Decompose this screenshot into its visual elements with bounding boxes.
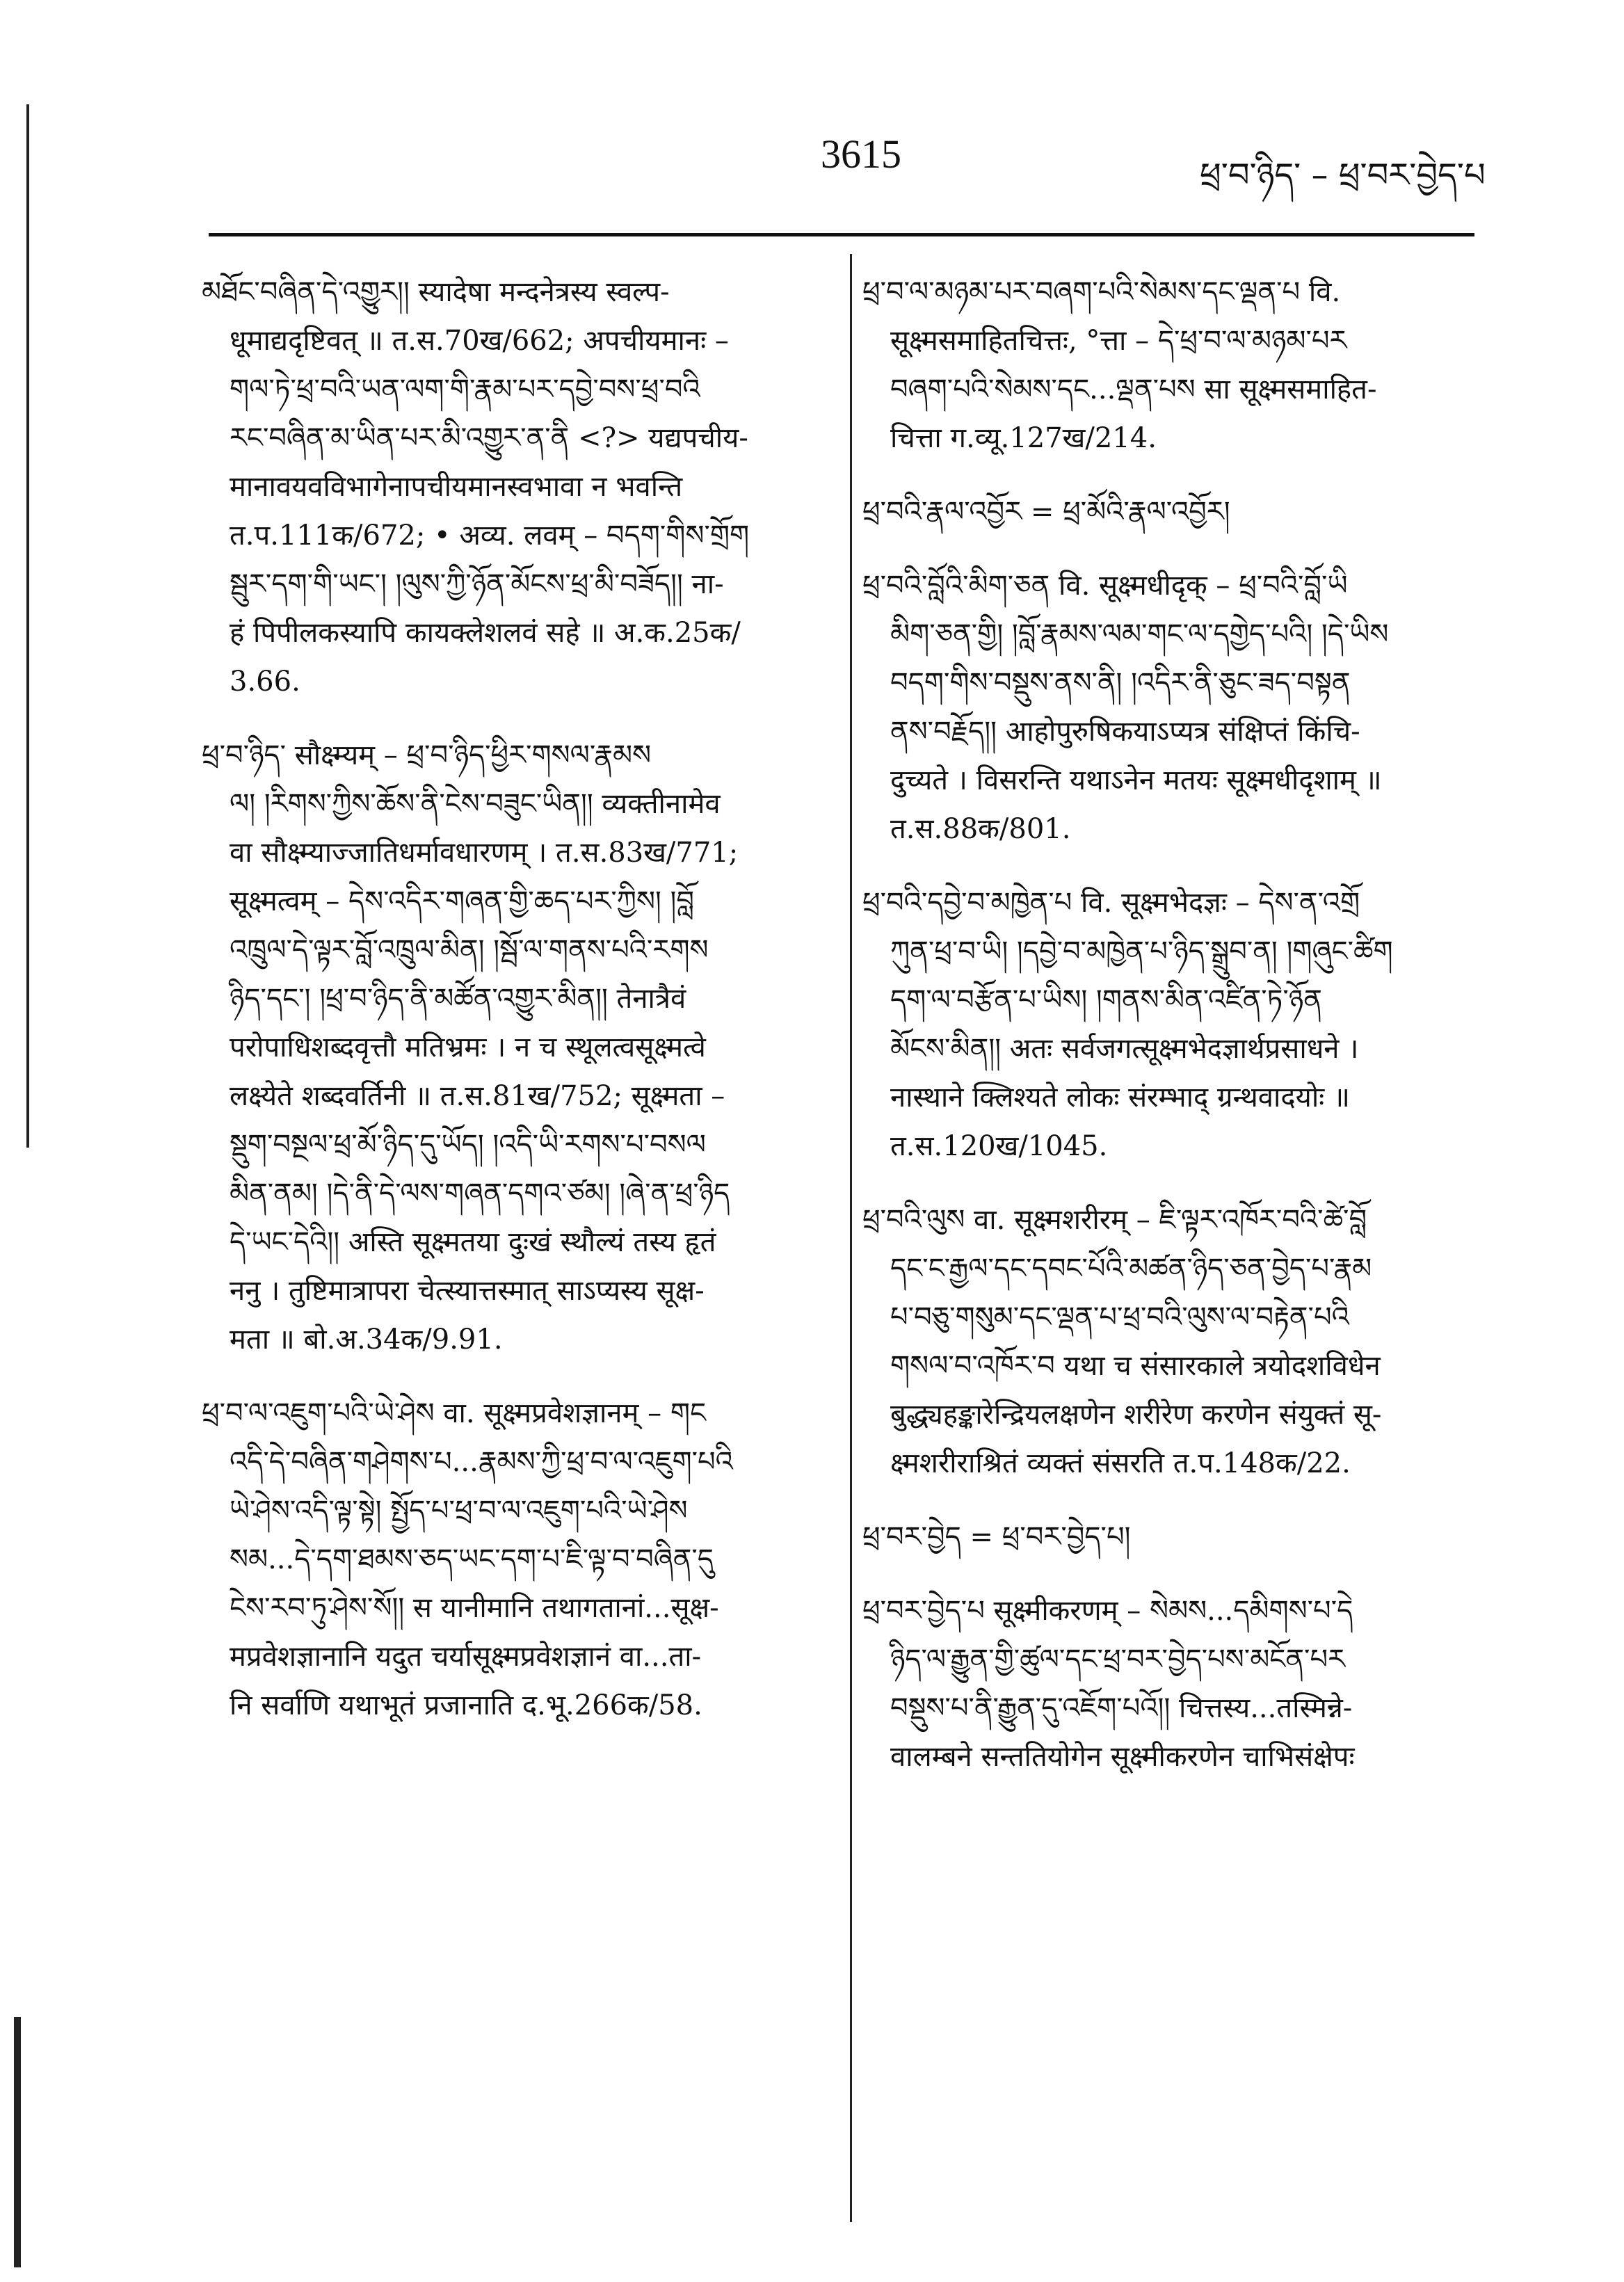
cross-reference-entry: ཕྲ་བར་བྱེད = ཕྲ་བར་བྱེད་པ། — [862, 1521, 1131, 1553]
running-head: ཕྲ་བ་ཉིད་ – ཕྲ་བར་བྱེད་པ — [1200, 156, 1486, 195]
page-number: 3615 — [821, 131, 901, 177]
dictionary-entry: ཕྲ་བར་བྱེད་པ सूक्ष्मीकरणम् – སེམས...དམིགས་པ་དེ ཉིད་ལ་རྒྱུན་གྱི་ཚུལ་དང་ཕྲ་བར་བྱེད་པས་མངོན་པར བསྡུས་པ་ནི་རྒྱུན་དུ་འཇོག་པའོ།། चित्तस्य...तस्मिन्ने- वालम्बने सन्ततियोगेन सूक्ष्मीकरणेन चाभिसंक्षेपः — [862, 1595, 1355, 1773]
dictionary-entry: ཕྲ་བ་ལ་འཇུག་པའི་ཡེ་ཤེས वा. सूक्ष्मप्रवेशज्ञानम् – གང འདི་དེ་བཞིན་གཤེགས་པ...རྣམས་ཀྱི་ཕྲ་བ་ལ་འཇུག་པའི ཡེ་ཤེས་འདི་ལྟ་སྟེ། སྤྱོད་པ་ཕྲ་བ་ལ་འཇུག་པའི་ཡེ་ཤེས སམ...དེ་དག་ཐམས་ཅད་ཡང་དག་པ་ཇི་ལྟ་བ་བཞིན་དུ ངེས་རབ་ཏུ་ཤེས་སོ།། स यानीमानि तथागतानां...सूक्ष- मप्रवेशज्ञानानि यदुत चर्यासूक्ष्मप्रवेशज्ञानं वा...ता- नि सर्वाणि यथाभूतं प्रजानाति द.भू.266क/58. — [202, 1397, 733, 1721]
margin-mark-bottom — [14, 2017, 21, 2267]
dictionary-entry: ཕྲ་བའི་བློའི་མིག་ཅན वि. सूक्ष्मधीदृक् – ཕྲ་བའི་བློ་ཡི མིག་ཅན་གྱི། །བློ་རྣམས་ལམ་གང་ལ་དགྱེད་པའི། །དེ་ཡིས བདག་གིས་བསྡུས་ནས་ནི། །འདིར་ནི་ཅུང་ཟད་བསྟན ནས་བརྗོད།། आहोपुरुषिकयाऽप्यत्र संक्षिप्तं किंचि- दुच्यते । विसरन्ति यथाऽनेन मतयः सूक्ष्मधीदृशाम् ॥ त.स.88क/801. — [862, 570, 1389, 845]
header-rule — [209, 233, 1474, 236]
cross-reference-entry: ཕྲ་བའི་རྣལ་འབྱོར = ཕྲ་མོའི་རྣལ་འབྱོར། — [862, 496, 1230, 528]
dictionary-entry: ཕྲ་བ་ཉིད་ सौक्ष्म्यम् – ཕྲ་བ་ཉིད་ཕྱིར་གསལ་རྣམས ལ། །རིགས་ཀྱིས་ཆོས་ནི་ངེས་བཟུང་ཡིན།། व्यक्तीनामेव वा सौक्ष्म्याज्जातिधर्मावधारणम् । त.स.83ख/771; सूक्ष्मत्वम् – དེས་འདིར་གཞན་གྱི་ཆད་པར་ཀྱིས། །བློ འཁྲུལ་དེ་ལྟར་བློ་འཁྲུལ་མིན། །སྦོ་ལ་གནས་པའི་རགས ཉིད་དང་། །ཕྲ་བ་ཉིད་ནི་མཚོན་འགྱུར་མིན།། तेनात्रैवं परोपाधिशब्दवृत्तौ मतिभ्रमः । न च स्थूलत्वसूक्ष्मत्वे लक्ष्येते शब्दवर्तिनी ॥ त.स.81ख/752; सूक्ष्मता – སྡུག་བསྔལ་ཕྲ་མོ་ཉིད་དུ་ཡོད། །འདི་ཡི་རགས་པ་བསལ མིན་ནམ། །དེ་ནི་དེ་ལས་གཞན་དགའ་ཙམ། །ཞེ་ན་ཕྲ་ཉིད དེ་ཡང་དེའི།། अस्ति सूक्ष्मतया दुःखं स्थौल्यं तस्य हृतं ननु । तुष्टिमात्रापरा चेत्स्यात्तस्मात् साऽप्यस्य सूक्ष- मता ॥ बो.अ.34क/9.91. — [202, 739, 739, 1356]
dictionary-entry: ཕྲ་བ་ལ་མཉམ་པར་བཞག་པའི་སེམས་དང་ལྡན་པ वि. सूक्ष्मसमाहितचित्तः, °त्ता – དེ་ཕྲ་བ་ལ་མཉམ་པར བཞག་པའི་སེམས་དང...ལྡན་པས सा सूक्ष्मसमाहित- चित्ता ग.व्यू.127ख/214. — [862, 276, 1377, 454]
dictionary-entry: ཕྲ་བའི་དབྱེ་བ་མཁྱེན་པ वि. सूक्ष्मभेदज्ञः – དེས་ན་འགྲོ ཀུན་ཕྲ་བ་ཡི། །དབྱེ་བ་མཁྱེན་པ་ཉིད་སྒྲུབ་ན། །གཞུང་ཚིག དག་ལ་བརྩོན་པ་ཡིས། །གནས་མིན་འཛིན་ཏེ་ཉོན མོངས་མིན།། अतः सर्वजगत्सूक्ष्मभेदज्ञार्थप्रसाधने । नास्थाने क्लिश्यते लोकः संरम्भाद् ग्रन्थवादयोः ॥ त.स.120ख/1045. — [862, 887, 1393, 1162]
dictionary-entry: མཐོང་བཞིན་དེ་འགྱུར།། स्यादेषा मन्दनेत्रस्य स्वल्प- धूमाद्यदृष्टिवत् ॥ त.स.70ख/662; अपचीयमानः – གལ་ཏེ་ཕྲ་བའི་ཡན་ལག་གི་རྣམ་པར་དབྱེ་བས་ཕྲ་བའི རང་བཞིན་མ་ཡིན་པར་མི་འགྱུར་ན་ནི <?> यद्यपचीय- मानावयवविभागेनापचीयमानस्वभावा न भवन्ति त.प.111क/672; • अव्य. लवम् – བདག་གིས་གྲོག སྦུར་དག་གི་ཡང་། །ལུས་ཀྱི་ཉོན་མོངས་ཕྲ་མི་བཟོད།། ना- हं पिपीलकस्यापि कायक्लेशलवं सहे ॥ अ.क.25क/ 3.66. — [202, 276, 750, 698]
dictionary-entry: ཕྲ་བའི་ལུས वा. सूक्ष्मशरीरम् – ཇི་ལྟར་འཁོར་བའི་ཚེ་བློ དང་ང་རྒྱལ་དང་དབང་པོའི་མཚན་ཉིད་ཅན་བྱེད་པ་རྣམ པ་བཅུ་གསུམ་དང་ལྡན་པ་ཕྲ་བའི་ལུས་ལ་བརྟེན་པའི གསལ་བ་འཁོར་བ यथा च संसारकाले त्रयोदशविधेन बुद्ध्यहङ्कारेन्द्रियलक्षणेन शरीरेण करणेन संयुक्तं सू- क्ष्मशरीराश्रितं व्यक्तं संसरति त.प.148क/22. — [862, 1204, 1382, 1479]
left-column — [202, 268, 800, 1755]
column-divider — [850, 254, 852, 2222]
right-column — [862, 268, 1474, 1806]
margin-mark-top — [26, 104, 29, 1148]
